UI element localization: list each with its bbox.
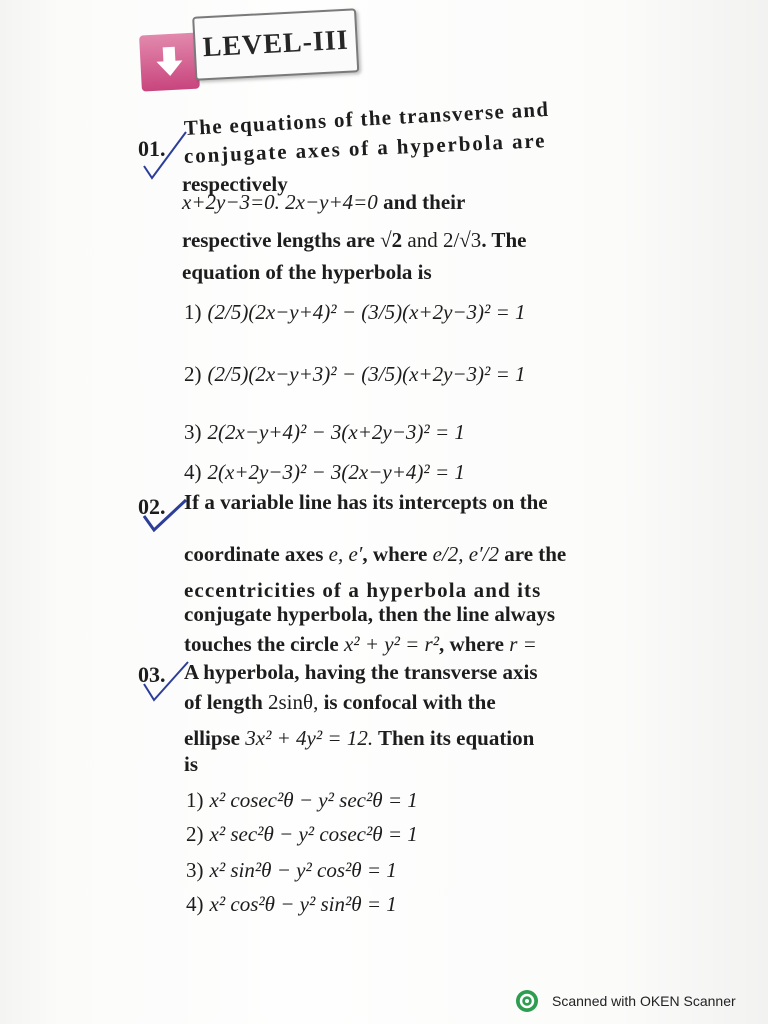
question-text-line: touches the circle x² + y² = r², where r =	[184, 632, 537, 656]
option-3: 3) x² sin²θ − y² cos²θ = 1	[186, 858, 397, 882]
option-3: 3) 2(2x−y+4)² − 3(x+2y−3)² = 1	[184, 420, 465, 444]
down-arrow-icon	[139, 33, 200, 92]
option-4: 4) 2(x+2y−3)² − 3(2x−y+4)² = 1	[184, 460, 465, 484]
option-1: 1) x² cosec²θ − y² sec²θ = 1	[186, 788, 418, 812]
question-text-line: conjugate hyperbola, then the line always	[184, 602, 556, 626]
option-1: 1) (2/5)(2x−y+4)² − (3/5)(x+2y−3)² = 1	[184, 300, 526, 324]
question-text-line: The equations of the transverse and	[183, 96, 550, 140]
question-text-line: of length 2sinθ, is confocal with the	[184, 690, 496, 714]
question-text-line: respectively	[182, 172, 288, 196]
question-text-line: ellipse 3x² + 4y² = 12. Then its equation	[184, 726, 535, 750]
question-text-line: coordinate axes e, e′, where e/2, e′/2 are the	[184, 542, 567, 566]
scanner-logo-icon	[516, 990, 538, 1012]
question-number: 02.	[138, 494, 166, 519]
level-title: LEVEL-III	[192, 8, 359, 80]
question-text-line: equation of the hyperbola is	[182, 260, 432, 284]
question-text-line: A hyperbola, having the transverse axis	[184, 660, 538, 684]
option-4: 4) x² cos²θ − y² sin²θ = 1	[186, 892, 397, 916]
question-text-line: respective lengths are √2 and 2/√3. The	[182, 228, 527, 252]
check-mark-icon	[140, 496, 190, 536]
question-number: 01.	[138, 136, 166, 161]
question-text-line: is	[184, 752, 199, 776]
level-badge	[138, 8, 356, 93]
option-2: 2) (2/5)(2x−y+3)² − (3/5)(x+2y−3)² = 1	[184, 362, 526, 386]
option-2: 2) x² sec²θ − y² cosec²θ = 1	[186, 822, 418, 846]
question-text-line: conjugate axes of a hyperbola are	[183, 128, 547, 168]
question-text-line: If a variable line has its intercepts on the	[184, 490, 548, 514]
axes-equations: x+2y−3=0. 2x−y+4=0	[182, 190, 378, 214]
scanner-watermark	[516, 988, 768, 1014]
question-text-line: x+2y−3=0. 2x−y+4=0 and their	[182, 190, 466, 214]
question-number: 03.	[138, 662, 166, 687]
scanner-text: Scanned with OKEN Scanner	[552, 993, 736, 1009]
question-text-line: eccentricities of a hyperbola and its	[184, 578, 542, 602]
